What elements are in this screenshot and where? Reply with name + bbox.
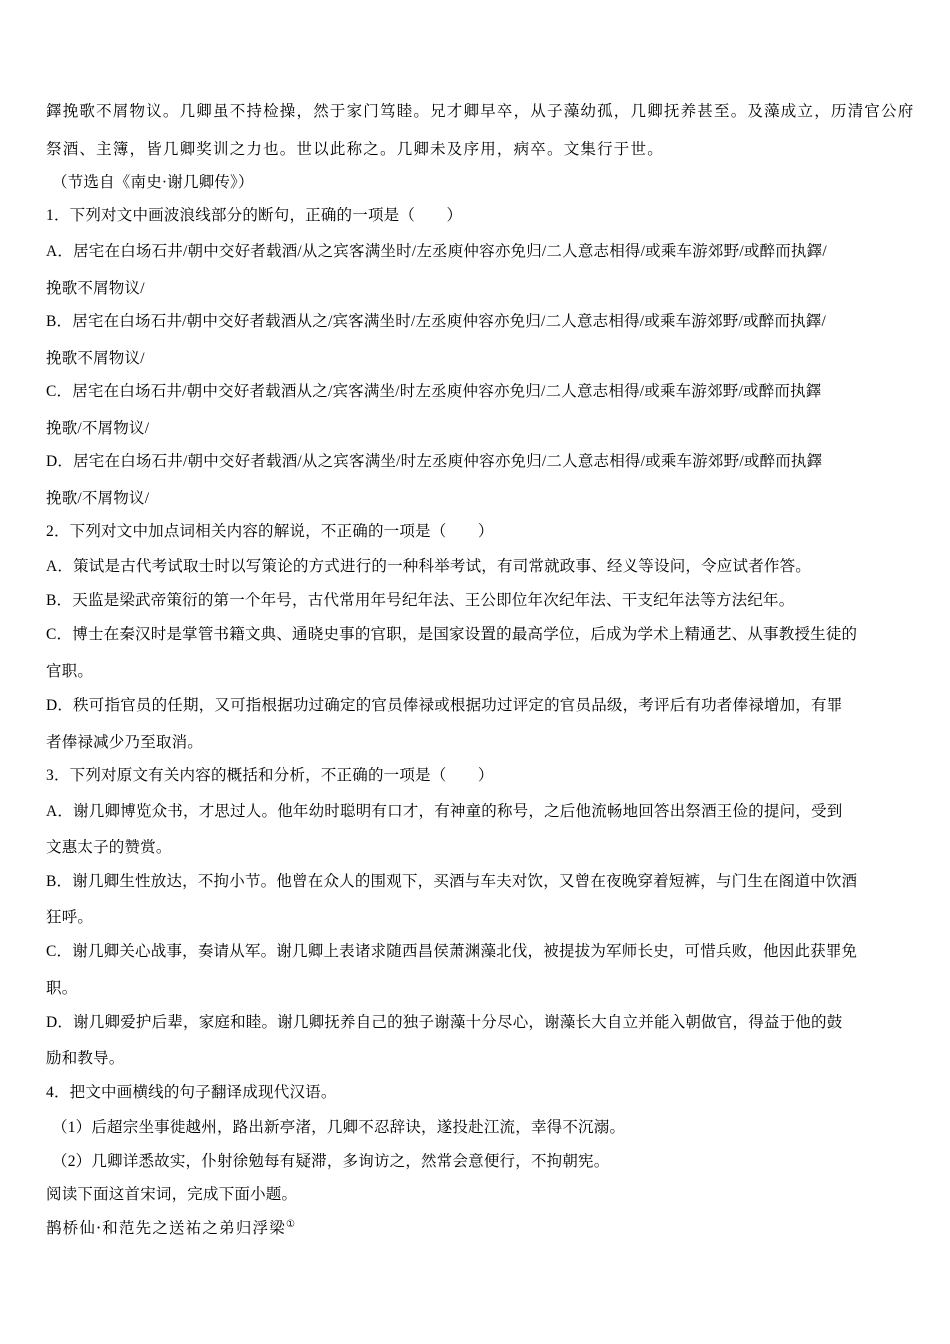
poem-title-text: 鹊桥仙·和范先之送祐之弟归浮梁 <box>46 1219 286 1237</box>
passage-line-1: 鐸挽歌不屑物议。几卿虽不持检操，然于家门笃睦。兄才卿早卒，从子藻幼孤，几卿抚养甚至。及藻成立，历清官公府 <box>46 102 915 120</box>
question-2-stem: 2．下列对文中加点词相关内容的解说，不正确的一项是（ ） <box>46 523 494 540</box>
question-1-option-b: B．居宅在白场石井/朝中交好者载酒从之/宾客满坐时/左丞庾仲容亦免归/二人意志相得/或乘车游郊野/或醉而执鐸/ <box>46 313 826 330</box>
question-2-option-c: C．博士在秦汉时是掌管书籍文典、通晓史事的官职，是国家设置的最高学位，后成为学术上精通艺、从事教授生徒的 <box>46 626 858 643</box>
question-3-option-a-cont: 文惠太子的赞赏。 <box>46 839 172 856</box>
passage-source: （节选自《南史·谢几卿传》） <box>52 174 254 191</box>
question-3-stem: 3．下列对原文有关内容的概括和分析，不正确的一项是（ ） <box>46 767 494 784</box>
question-1-option-c-cont: 挽歌/不屑物议/ <box>46 420 150 437</box>
question-3-option-c-cont: 职。 <box>46 980 78 997</box>
passage-line-2: 祭酒、主簿，皆几卿奖训之力也。世以此称之。几卿未及序用，病卒。文集行于世。 <box>46 140 664 158</box>
poem-title <box>46 1218 296 1238</box>
question-1-option-d-cont: 挽歌/不屑物议/ <box>46 490 150 507</box>
reading-instruction: 阅读下面这首宋词，完成下面小题。 <box>46 1186 298 1203</box>
question-3-option-d-cont: 励和教导。 <box>46 1050 125 1067</box>
question-2-option-d: D．秩可指官员的任期，又可指根据功过确定的官员俸禄或根据功过评定的官员品级，考评后有功者俸禄增加，有罪 <box>46 697 843 714</box>
question-1-option-d: D．居宅在白场石井/朝中交好者载酒/从之宾客满坐/时左丞庾仲容亦免归/二人意志相得/或乘车游郊野/或醉而执鐸 <box>46 453 823 470</box>
poem-footnote-mark: ① <box>285 1218 297 1230</box>
question-4-item-2: （2）几卿详悉故实，仆射徐勉每有疑滞，多询访之，然常会意便行，不拘朝宪。 <box>52 1153 610 1170</box>
question-1-option-a-cont: 挽歌不屑物议/ <box>46 280 145 297</box>
question-4-item-1: （1）后超宗坐事徙越州，路出新亭渚，几卿不忍辞诀，遂投赴江流，幸得不沉溺。 <box>52 1119 626 1136</box>
question-1-stem: 1．下列对文中画波浪线部分的断句，正确的一项是（ ） <box>46 207 463 224</box>
question-2-option-d-cont: 者俸禄减少乃至取消。 <box>46 734 204 751</box>
question-2-option-c-cont: 官职。 <box>46 663 94 680</box>
question-3-option-b-cont: 狂呼。 <box>46 909 94 926</box>
question-2-option-a: A．策试是古代考试取士时以写策论的方式进行的一种科举考试，有司常就政事、经义等设问，令应试者作答。 <box>46 558 811 575</box>
question-1-option-a: A．居宅在白场石井/朝中交好者载酒/从之宾客满坐时/左丞庾仲容亦免归/二人意志相得/或乘车游郊野/或醉而执鐸/ <box>46 243 827 260</box>
question-1-option-c: C．居宅在白场石井/朝中交好者载酒从之/宾客满坐/时左丞庾仲容亦免归/二人意志相得/或乘车游郊野/或醉而执鐸 <box>46 383 822 400</box>
question-4-stem: 4．把文中画横线的句子翻译成现代汉语。 <box>46 1084 337 1101</box>
question-3-option-c: C．谢几卿关心战事，奏请从军。谢几卿上表诸求随西昌侯萧渊藻北伐，被提拔为军师长史，可惜兵败，他因此获罪免 <box>46 943 858 960</box>
question-3-option-a: A．谢几卿博览众书，才思过人。他年幼时聪明有口才，有神童的称号，之后他流畅地回答出祭酒王俭的提问，受到 <box>46 803 843 820</box>
question-3-option-b: B．谢几卿生性放达，不拘小节。他曾在众人的围观下，买酒与车夫对饮，又曾在夜晚穿着短裤，与门生在阁道中饮酒 <box>46 873 858 890</box>
question-2-option-b: B．天监是梁武帝策衍的第一个年号，古代常用年号纪年法、王公即位年次纪年法、干支纪年法等方法纪年。 <box>46 592 795 609</box>
question-3-option-d: D．谢几卿爱护后辈，家庭和睦。谢几卿抚养自己的独子谢藻十分尽心，谢藻长大自立并能入朝做官，得益于他的鼓 <box>46 1014 843 1031</box>
question-1-option-b-cont: 挽歌不屑物议/ <box>46 350 145 367</box>
